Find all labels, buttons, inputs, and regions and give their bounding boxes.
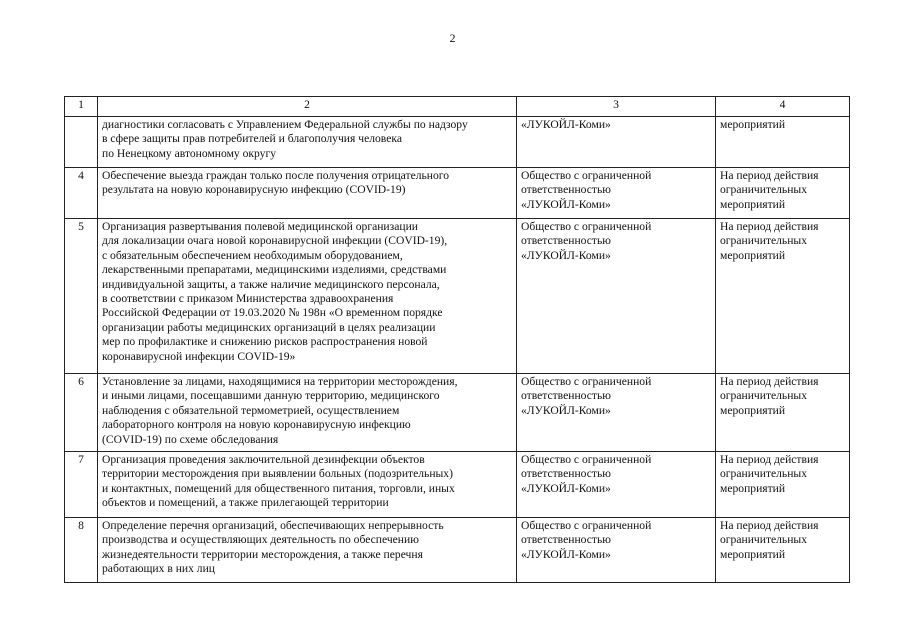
measure-description: Организация развертывания полевой медицинской организации для локализации очага новой коронавирусной инфекции (COVID-19), с обязательным обеспечением необходимым оборудованием, лекарственными препаратами, медицинскими изделиями, средствами индивидуальной защиты, а также наличие медицинского персонала, в соответствии с приказом Министерства здравоохранения Российской Федерации от 19.03.2020 № 198н «О временном порядке организации работы медицинских организаций в целях реализации мер по профилактике и снижению рисков распространения новой коронавирусной инфекции COVID-19»	[102, 220, 448, 363]
executor-text: Общество с ограниченной ответственностью «ЛУКОЙЛ-Коми»	[521, 453, 652, 495]
table-row	[65, 219, 850, 374]
table-row	[65, 168, 850, 219]
measure-description: диагностики согласовать с Управлением Федеральной службы по надзору в сфере защиты прав потребителей и благополучия человека по Ненецкому автономному округу	[102, 118, 468, 160]
term-cell	[716, 117, 850, 168]
term-text: мероприятий	[720, 118, 786, 131]
term-cell	[716, 219, 850, 374]
measure-description: Установление за лицами, находящимися на территории месторождения, и иными лицами, посещавшими данную территорию, медицинского наблюдения с обязательной термометрией, осуществлением лабораторного контроля на новую коронавирусную инфекцию (COVID-19) по схеме обследования	[102, 375, 458, 446]
measure-description: Организация проведения заключительной дезинфекции объектов территории месторождения при выявлении больных (подозрительных) и контактных, помещений для общественного питания, торговли, иных объектов и помещений, а также прилегающей территории	[102, 453, 455, 510]
measure-description: Определение перечня организаций, обеспечивающих непрерывность производства и осуществляющих деятельность по обеспечению жизнедеятельности территории месторождения, а также перечня работающих в них лиц	[102, 519, 444, 576]
table-row	[65, 518, 850, 583]
measure-description-cell	[98, 117, 517, 168]
column-header: 4	[716, 97, 850, 117]
row-number-cell: 5	[65, 219, 98, 374]
column-header: 1	[65, 97, 98, 117]
term-cell	[716, 374, 850, 452]
column-header: 2	[98, 97, 517, 117]
term-text: На период действия ограничительных мероприятий	[720, 453, 819, 495]
measure-description-cell	[98, 168, 517, 219]
term-text: На период действия ограничительных мероприятий	[720, 375, 819, 417]
executor-cell	[517, 219, 716, 374]
executor-text: «ЛУКОЙЛ-Коми»	[521, 118, 611, 131]
measure-description-cell	[98, 374, 517, 452]
page-number: 2	[449, 31, 456, 45]
executor-cell	[517, 374, 716, 452]
table-header-row	[65, 97, 850, 117]
executor-cell	[517, 518, 716, 583]
row-number-cell	[65, 117, 98, 168]
row-number-cell: 6	[65, 374, 98, 452]
executor-text: Общество с ограниченной ответственностью «ЛУКОЙЛ-Коми»	[521, 169, 652, 211]
column-header: 3	[517, 97, 716, 117]
table-row	[65, 452, 850, 518]
term-cell	[716, 518, 850, 583]
term-text: На период действия ограничительных мероприятий	[720, 169, 819, 211]
executor-cell	[517, 117, 716, 168]
executor-cell	[517, 452, 716, 518]
term-cell	[716, 168, 850, 219]
row-number-cell: 8	[65, 518, 98, 583]
term-text: На период действия ограничительных мероприятий	[720, 519, 819, 561]
executor-text: Общество с ограниченной ответственностью «ЛУКОЙЛ-Коми»	[521, 220, 652, 262]
table-row	[65, 374, 850, 452]
term-text: На период действия ограничительных мероприятий	[720, 220, 819, 262]
measure-description-cell	[98, 452, 517, 518]
measure-description-cell	[98, 219, 517, 374]
term-cell	[716, 452, 850, 518]
measures-table	[64, 96, 850, 583]
measure-description-cell	[98, 518, 517, 583]
table-row	[65, 117, 850, 168]
measure-description: Обеспечение выезда граждан только после получения отрицательного результата на новую коронавирусную инфекцию (COVID-19)	[102, 169, 450, 197]
row-number-cell: 4	[65, 168, 98, 219]
executor-text: Общество с ограниченной ответственностью «ЛУКОЙЛ-Коми»	[521, 519, 652, 561]
executor-cell	[517, 168, 716, 219]
executor-text: Общество с ограниченной ответственностью «ЛУКОЙЛ-Коми»	[521, 375, 652, 417]
row-number-cell: 7	[65, 452, 98, 518]
